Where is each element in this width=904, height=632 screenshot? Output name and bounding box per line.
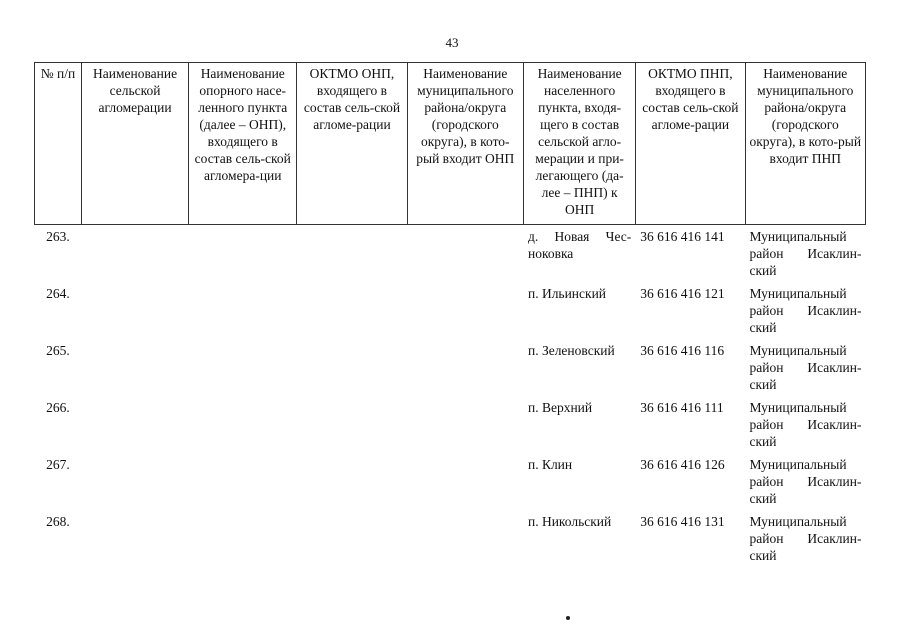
cell-empty [189, 396, 297, 453]
header-onp-oktmo: ОКТМО ОНП, входящего в состав сель-ской агломе-рации [297, 63, 407, 225]
cell-empty [189, 225, 297, 283]
table-row [35, 225, 866, 283]
cell-empty [297, 453, 407, 510]
pnp-district: Муниципальный район Исаклин-ский [749, 343, 862, 392]
header-pnp-oktmo: ОКТМО ПНП, входящего в состав сель-ской агломе-рации [636, 63, 745, 225]
header-pnp-name: Наименование населенного пункта, входя-щего в состав сельской агло-мерации и при-легающего (да-лее – ПНП) к ОНП [523, 63, 635, 225]
cell-empty [297, 396, 407, 453]
table-row [35, 396, 866, 453]
pnp-oktmo: 36 616 416 121 [640, 286, 725, 301]
cell-empty [297, 225, 407, 283]
cell-empty [407, 282, 523, 339]
agglomeration-table [34, 62, 866, 567]
header-pnp-district: Наименование муниципального района/округа (городского округа), в кото-рый входит ПНП [745, 63, 866, 225]
header-number: № п/п [35, 63, 82, 225]
pnp-district: Муниципальный район Исаклин-ский [749, 400, 862, 449]
table-row [35, 453, 866, 510]
header-onp-name: Наименование опорного насе-ленного пункта (далее – ОНП), входящего в состав сель-ской агломера-ции [189, 63, 297, 225]
row-number: 263. [46, 229, 70, 244]
pnp-name: п. Никольский [527, 514, 612, 529]
pnp-name: п. Клин [527, 457, 573, 472]
pnp-district: Муниципальный район Исаклин-ский [749, 514, 862, 563]
row-number: 268. [46, 514, 70, 529]
pnp-name: п. Верхний [527, 400, 593, 415]
pnp-oktmo: 36 616 416 126 [640, 457, 725, 472]
pnp-oktmo: 36 616 416 131 [640, 514, 725, 529]
pnp-name: п. Ильинский [527, 286, 607, 301]
row-number: 267. [46, 457, 70, 472]
table-row [35, 282, 866, 339]
cell-empty [81, 453, 188, 510]
cell-empty [407, 339, 523, 396]
pnp-oktmo: 36 616 416 141 [640, 229, 725, 244]
scan-speck [566, 616, 570, 620]
cell-empty [297, 510, 407, 567]
table-header-row [35, 63, 866, 225]
header-onp-district: Наименование муниципального района/округа (городского округа), в кото-рый входит ОНП [407, 63, 523, 225]
cell-empty [81, 396, 188, 453]
cell-empty [81, 225, 188, 283]
cell-empty [407, 225, 523, 283]
cell-empty [81, 510, 188, 567]
cell-empty [407, 453, 523, 510]
table-row [35, 510, 866, 567]
pnp-district: Муниципальный район Исаклин-ский [749, 457, 862, 506]
cell-empty [189, 453, 297, 510]
pnp-name: п. Зеленовский [527, 343, 615, 358]
page-number: 43 [445, 35, 459, 50]
pnp-district: Муниципальный район Исаклин-ский [749, 286, 862, 335]
row-number: 266. [46, 400, 70, 415]
cell-empty [189, 510, 297, 567]
header-agglomeration-name: Наименование сельской агломерации [81, 63, 188, 225]
cell-empty [81, 282, 188, 339]
pnp-district: Муниципальный район Исаклин-ский [749, 229, 862, 278]
cell-empty [297, 339, 407, 396]
pnp-name: д. Новая Чес-ноковка [527, 229, 632, 261]
cell-empty [407, 510, 523, 567]
cell-empty [189, 339, 297, 396]
pnp-oktmo: 36 616 416 111 [640, 400, 724, 415]
table-row [35, 339, 866, 396]
cell-empty [189, 282, 297, 339]
pnp-oktmo: 36 616 416 116 [640, 343, 725, 358]
cell-empty [297, 282, 407, 339]
row-number: 264. [46, 286, 70, 301]
cell-empty [81, 339, 188, 396]
row-number: 265. [46, 343, 70, 358]
cell-empty [407, 396, 523, 453]
